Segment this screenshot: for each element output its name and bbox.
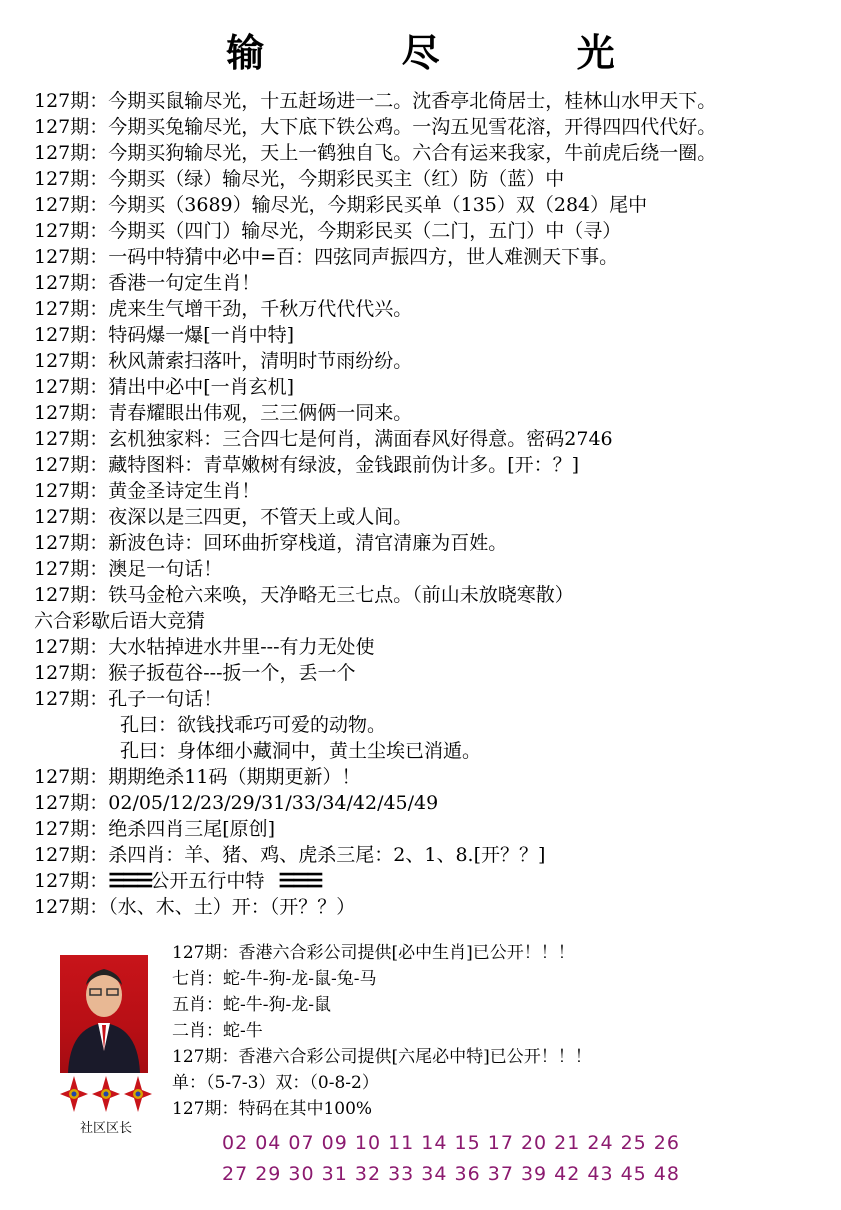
issue-label: 127期：	[34, 558, 109, 580]
line-text: 特码爆一爆[一肖中特]	[108, 324, 295, 346]
content-line	[34, 218, 834, 244]
issue-label: 127期：	[34, 168, 109, 190]
issue-label: 127期：	[34, 480, 109, 502]
issue-label: 127期：	[34, 870, 109, 892]
line-text: 一码中特猜中必中=百：四弦同声振四方，世人难测天下事。	[108, 246, 619, 268]
line-text: 今期买狗输尽光，天上一鹤独自飞。六合有运来我家，牛前虎后绕一圈。	[108, 142, 717, 164]
content-line	[34, 400, 834, 426]
issue-label: 127期：	[34, 350, 109, 372]
issue-label: 127期：	[34, 584, 109, 606]
prediction-block	[172, 940, 832, 1122]
prediction-line: 127期：香港六合彩公司提供[必中生肖]已公开！！！	[172, 943, 575, 963]
content-line	[34, 582, 834, 608]
issue-label: 127期：	[34, 532, 109, 554]
line-text: 公开五行中特	[150, 870, 265, 892]
issue-label: 127期：	[34, 116, 109, 138]
issue-label: 127期：	[34, 272, 109, 294]
content-line	[34, 348, 834, 374]
line-text: 绝杀四肖三尾[原创]	[108, 818, 276, 840]
prediction-line: 二肖：蛇-牛	[172, 1021, 263, 1041]
prediction-line: 七肖：蛇-牛-狗-龙-鼠-兔-马	[172, 969, 377, 989]
content-line	[34, 764, 834, 790]
issue-label: 127期：	[34, 402, 109, 424]
issue-label: 127期：	[34, 792, 109, 814]
content-line	[34, 660, 834, 686]
issue-label: 127期：	[34, 636, 109, 658]
issue-label: 127期：	[34, 194, 109, 216]
content-line	[34, 712, 834, 738]
content-line	[34, 140, 834, 166]
content-line	[34, 192, 834, 218]
line-text: 藏特图料：青草嫩树有绿波，金钱跟前伪计多。[开：？]	[108, 454, 580, 476]
content-line	[34, 842, 834, 868]
issue-label: 127期：	[34, 142, 109, 164]
line-text: 猴子扳苞谷---扳一个，丢一个	[108, 662, 356, 684]
content-line	[34, 790, 834, 816]
bar-glyph: ☰☰☰	[278, 870, 321, 892]
content-line	[34, 868, 834, 894]
issue-label: 127期：	[34, 246, 109, 268]
issue-label: 127期：	[34, 662, 109, 684]
line-text: 02/05/12/23/29/31/33/34/42/45/49	[108, 792, 439, 814]
content-line	[34, 296, 834, 322]
issue-label: 127期：	[34, 896, 109, 918]
content-line	[34, 608, 834, 634]
bar-glyph: ☰☰☰	[108, 870, 151, 892]
issue-label: 127期：	[34, 506, 109, 528]
line-text: 孔曰：欲钱找乖巧可爱的动物。	[120, 714, 387, 736]
issue-label: 127期：	[34, 90, 109, 112]
emblem-icon	[58, 1074, 154, 1114]
issue-label: 127期：	[34, 688, 109, 710]
page-title: 输 尽 光	[226, 30, 677, 75]
line-text: 猜出中必中[一肖玄机]	[108, 376, 295, 398]
line-text: 今期买（四门）输尽光，今期彩民买（二门，五门）中（寻）	[108, 220, 622, 242]
content-line	[34, 452, 834, 478]
line-text: 秋风萧索扫落叶，清明时节雨纷纷。	[108, 350, 413, 372]
content-line	[34, 478, 834, 504]
content-line	[34, 374, 834, 400]
content-line	[34, 530, 834, 556]
content-line	[34, 88, 834, 114]
content-line	[34, 894, 834, 920]
issue-label: 127期：	[34, 376, 109, 398]
prediction-line: 127期：香港六合彩公司提供[六尾必中特]已公开！！！	[172, 1047, 592, 1067]
content-line	[34, 322, 834, 348]
content-line	[34, 556, 834, 582]
portrait-photo	[60, 955, 148, 1073]
issue-label: 127期：	[34, 766, 109, 788]
content-line	[34, 426, 834, 452]
line-text: 青春耀眼出伟观，三三俩俩一同来。	[108, 402, 413, 424]
line-text: 杀四肖：羊、猪、鸡、虎杀三尾：2、1、8.[开？？]	[108, 844, 546, 866]
emblem-row	[58, 1074, 154, 1114]
line-text: 孔子一句话！	[108, 688, 223, 710]
line-text: 黄金圣诗定生肖！	[108, 480, 261, 502]
number-grid	[222, 1128, 822, 1190]
content-line	[34, 738, 834, 764]
prediction-line: 单：（5-7-3）双：（0-8-2）	[172, 1073, 379, 1093]
line-text: 今期买鼠输尽光，十五赶场进一二。沈香亭北倚居士，桂林山水甲天下。	[108, 90, 717, 112]
issue-label: 127期：	[34, 298, 109, 320]
line-text: 六合彩歇后语大竞猜	[34, 610, 206, 632]
line-text: 夜深以是三四更，不管天上或人间。	[108, 506, 413, 528]
line-text: 玄机独家料：三合四七是何肖，满面春风好得意。密码2746	[108, 428, 613, 450]
content-line	[34, 114, 834, 140]
line-text: 香港一句定生肖！	[108, 272, 261, 294]
issue-label: 127期：	[34, 324, 109, 346]
issue-label: 127期：	[34, 428, 109, 450]
content-line	[34, 686, 834, 712]
line-text: 今期买（3689）输尽光，今期彩民买单（135）双（284）尾中	[108, 194, 648, 216]
issue-label: 127期：	[34, 818, 109, 840]
line-text: （水、木、土）开：（开？？）	[108, 896, 356, 918]
number-row: 27 29 30 31 32 33 34 36 37 39 42 43 45 48	[222, 1163, 680, 1185]
portrait-icon	[60, 955, 148, 1073]
content-lines	[34, 88, 834, 920]
line-text: 新波色诗：回环曲折穿栈道，清官清廉为百姓。	[108, 532, 508, 554]
issue-label: 127期：	[34, 454, 109, 476]
content-line	[34, 166, 834, 192]
number-row: 02 04 07 09 10 11 14 15 17 20 21 24 25 26	[222, 1132, 680, 1154]
content-line	[34, 244, 834, 270]
line-text: 今期买（绿）输尽光，今期彩民买主（红）防（蓝）中	[108, 168, 565, 190]
issue-label: 127期：	[34, 844, 109, 866]
line-text: 澳足一句话！	[108, 558, 223, 580]
line-text: 孔曰：身体细小藏洞中，黄土尘埃已消遁。	[120, 740, 482, 762]
line-text: 虎来生气增干劲，千秋万代代代兴。	[108, 298, 413, 320]
prediction-line: 127期：特码在其中100%	[172, 1099, 373, 1119]
line-text: 大水牯掉进水井里---有力无处使	[108, 636, 375, 658]
issue-label: 127期：	[34, 220, 109, 242]
content-line	[34, 504, 834, 530]
line-text: 期期绝杀11码（期期更新）！	[108, 766, 361, 788]
photo-caption: 社区区长	[79, 1121, 132, 1136]
content-line	[34, 634, 834, 660]
prediction-line: 五肖：蛇-牛-狗-龙-鼠	[172, 995, 331, 1015]
content-line	[34, 816, 834, 842]
line-text: 铁马金枪六来唤，天净略无三七点。（前山未放晓寒散）	[108, 584, 574, 606]
content-line	[34, 270, 834, 296]
line-text: 今期买兔输尽光，大下底下铁公鸡。一沟五见雪花溶，开得四四代代好。	[108, 116, 717, 138]
